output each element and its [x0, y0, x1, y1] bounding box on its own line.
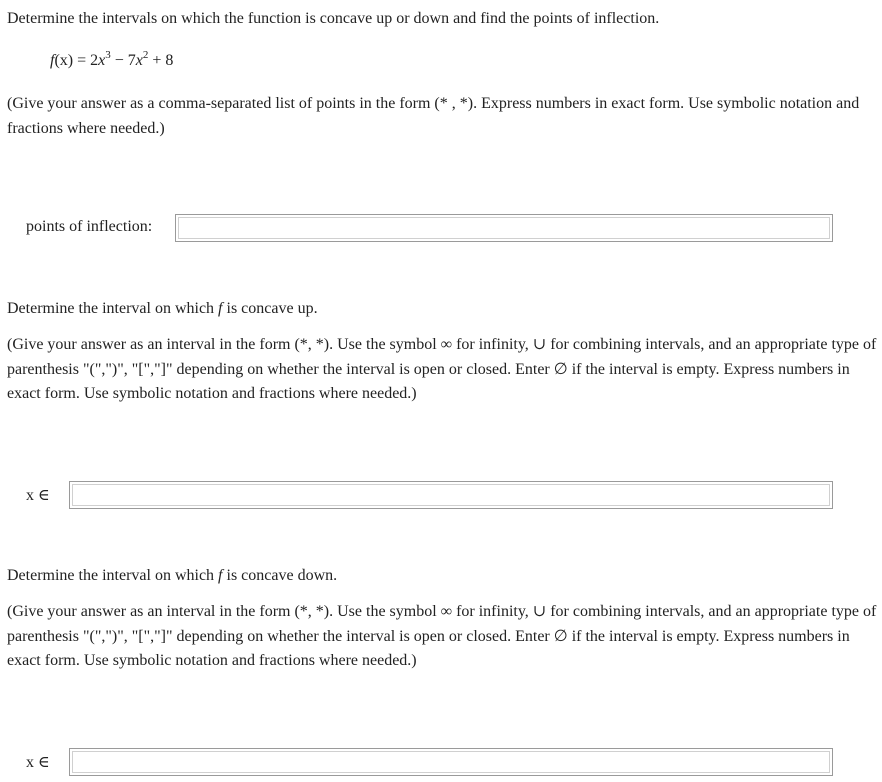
function-argument: (x) [54, 52, 74, 69]
inflection-label: points of inflection: [26, 218, 153, 235]
concave-up-prompt-fn: f [218, 300, 223, 317]
inflection-answer-box [175, 214, 833, 242]
function-constant: + 8 [148, 52, 174, 69]
concave-down-prompt-prefix: Determine the interval on which [7, 567, 219, 584]
concave-up-prompt-suffix: is concave up. [222, 300, 318, 317]
concave-up-answer-box [69, 481, 833, 509]
concave-down-label: x ∈ [26, 754, 50, 771]
function-var-1: x [98, 52, 106, 69]
concave-down-prompt-fn: f [218, 567, 223, 584]
function-formula [50, 49, 174, 70]
concave-down-prompt [7, 567, 337, 585]
concave-up-label: x ∈ [26, 487, 50, 504]
function-term-1-coef: = 2 [73, 52, 99, 69]
inflection-input[interactable] [180, 218, 828, 238]
concave-up-instructions: (Give your answer as an interval in the form (*, *). Use the symbol ∞ for infinity, ∪ for combining intervals, and an appropriate type of parenthesis "(",")", "[","]" depending on whether the interval is open or closed. Enter ∅ if the interval is empty. Express numbers in exact form. Use symbolic notation and fractions where needed.) [7, 336, 877, 402]
concave-up-prompt [7, 300, 318, 318]
function-term-2-coef: − 7 [110, 52, 136, 69]
inflection-instructions: (Give your answer as a comma-separated list of points in the form (* , *). Express numbers in exact form. Use symbolic notation and fractions where needed.) [7, 95, 860, 137]
concave-down-instructions: (Give your answer as an interval in the form (*, *). Use the symbol ∞ for infinity, ∪ for combining intervals, and an appropriate type of parenthesis "(",")", "[","]" depending on whether the interval is open or closed. Enter ∅ if the interval is empty. Express numbers in exact form. Use symbolic notation and fractions where needed.) [7, 603, 877, 669]
question-intro: Determine the intervals on which the function is concave up or down and find the points of inflection. [7, 10, 660, 27]
concave-up-input[interactable] [74, 485, 828, 505]
concave-down-answer-box [69, 748, 833, 776]
concave-down-prompt-suffix: is concave down. [222, 567, 338, 584]
function-exp-2: 2 [142, 49, 149, 61]
function-exp-1: 3 [105, 49, 111, 61]
function-name: f [50, 52, 55, 69]
concave-up-prompt-prefix: Determine the interval on which [7, 300, 219, 317]
concave-down-input[interactable] [74, 752, 828, 772]
function-var-2: x [135, 52, 143, 69]
